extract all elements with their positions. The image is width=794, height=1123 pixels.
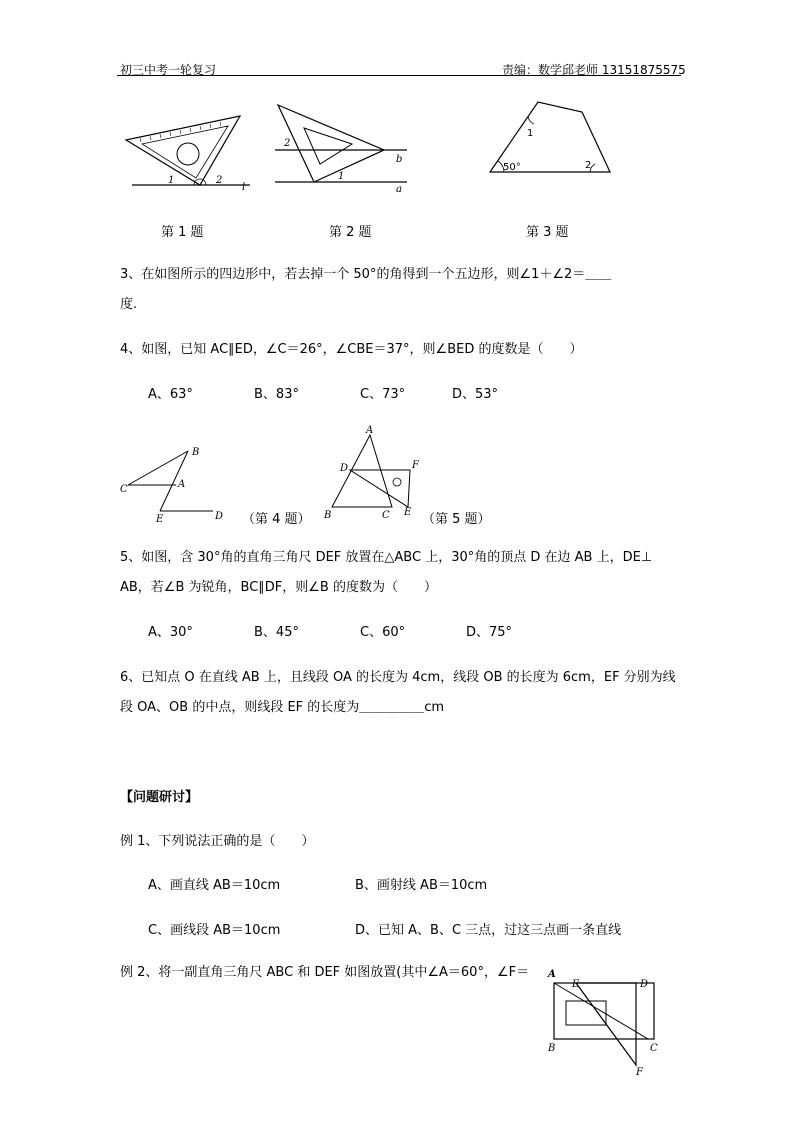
- ex2-B: B: [548, 1043, 556, 1054]
- header-left: 初三中考一轮复习: [120, 63, 217, 77]
- triangle-outer: [278, 105, 384, 182]
- q5-option-b: B、45°: [254, 625, 299, 640]
- q4-option-b: B、83°: [254, 387, 299, 402]
- fig2-label-b: b: [396, 154, 403, 165]
- fig1-caption: 第 1 题: [161, 225, 204, 240]
- fig3-caption: 第 3 题: [526, 225, 569, 240]
- q5-option-a: A、30°: [148, 625, 193, 640]
- fig4-A: A: [178, 479, 186, 490]
- fig3-label-50: 50°: [503, 162, 521, 173]
- q6-line1: 6、已知点 O 在直线 AB 上，且线段 OA 的长度为 4cm，线段 OB 的长度为 6cm，EF 分别为线: [120, 670, 676, 685]
- ex1-option-a: A、画直线 AB＝10cm: [148, 878, 281, 893]
- figure-1: [120, 110, 260, 200]
- triangle-def: [350, 470, 410, 507]
- fig4-C: C: [120, 484, 128, 495]
- ex1-option-d: D、已知 A、B、C 三点，过这三点画一条直线: [355, 923, 622, 938]
- q5-option-c: C、60°: [360, 625, 406, 640]
- ruler-hole: [177, 143, 199, 165]
- figure-3: [485, 98, 615, 178]
- fig1-label-2: 2: [216, 175, 223, 186]
- q5-line1: 5、如图，含 30°角的直角三角尺 DEF 放置在△ABC 上，30°角的顶点 D 在边 AB 上，DE⊥: [120, 550, 653, 565]
- triangle-abc-frame-inner: [566, 1001, 606, 1025]
- q3-line1: 3、在如图所示的四边形中，若去掉一个 50°的角得到一个五边形，则∠1＋∠2＝＿＿: [120, 267, 612, 282]
- ex2-stem: 例 2、将一副直角三角尺 ABC 和 DEF 如图放置(其中∠A＝60°，∠F＝: [120, 965, 530, 980]
- segment-ef: [576, 983, 636, 1065]
- q4-option-d: D、53°: [452, 387, 499, 402]
- ex1-option-c: C、画线段 AB＝10cm: [148, 923, 281, 938]
- fig4-caption: （第 4 题）: [242, 512, 311, 527]
- q4-stem: 4、如图，已知 AC∥ED，∠C＝26°，∠CBE＝37°，则∠BED 的度数是（ ）: [120, 342, 583, 357]
- q6-line2: 段 OA、OB 的中点，则线段 EF 的长度为＿＿＿＿＿cm: [120, 700, 445, 715]
- ex2-E: E: [572, 979, 580, 990]
- section-title: 【问题研讨】: [120, 790, 199, 805]
- q5-option-d: D、75°: [466, 625, 513, 640]
- triangle-outer: [126, 116, 240, 185]
- fig3-label-1: 1: [527, 128, 534, 139]
- fig2-label-a: a: [396, 184, 402, 195]
- fig5-E: E: [404, 507, 412, 518]
- fig4-E: E: [156, 514, 164, 525]
- fig4-B: B: [192, 447, 200, 458]
- ex2-C: C: [650, 1043, 658, 1054]
- fig4-D: D: [215, 511, 224, 522]
- fig2-label-1: 1: [338, 171, 345, 182]
- ex2-A: A: [548, 969, 556, 980]
- ex1-option-b: B、画射线 AB＝10cm: [355, 878, 488, 893]
- q3-line2: 度.: [120, 297, 138, 312]
- segment-ac: [554, 983, 648, 1039]
- fig5-A: A: [366, 425, 374, 436]
- header-right: 责编：数学邱老师 13151875575: [502, 63, 686, 77]
- figure-4: [118, 445, 238, 525]
- fig5-C: C: [382, 510, 390, 521]
- fig5-caption: （第 5 题）: [422, 512, 491, 527]
- fig1-label-1: 1: [168, 175, 175, 186]
- fig2-caption: 第 2 题: [329, 225, 372, 240]
- fig5-D: D: [340, 463, 349, 474]
- fig2-label-2: 2: [284, 138, 291, 149]
- ex1-stem: 例 1、下列说法正确的是（ ）: [120, 834, 315, 849]
- header-rule: [117, 75, 681, 76]
- example-2-figure: [540, 965, 670, 1080]
- ex2-D: D: [640, 979, 649, 990]
- q4-option-a: A、63°: [148, 387, 193, 402]
- fig5-B: B: [324, 510, 332, 521]
- q5-line2: AB，若∠B 为锐角，BC∥DF，则∠B 的度数为（ ）: [120, 580, 437, 595]
- figure-2: [272, 100, 412, 195]
- fig5-F: F: [412, 460, 419, 471]
- fig3-label-2: 2: [585, 160, 592, 171]
- figure-5: [320, 425, 430, 525]
- fig1-label-l: l: [242, 182, 246, 193]
- q4-option-c: C、73°: [360, 387, 406, 402]
- ex2-F: F: [636, 1067, 643, 1078]
